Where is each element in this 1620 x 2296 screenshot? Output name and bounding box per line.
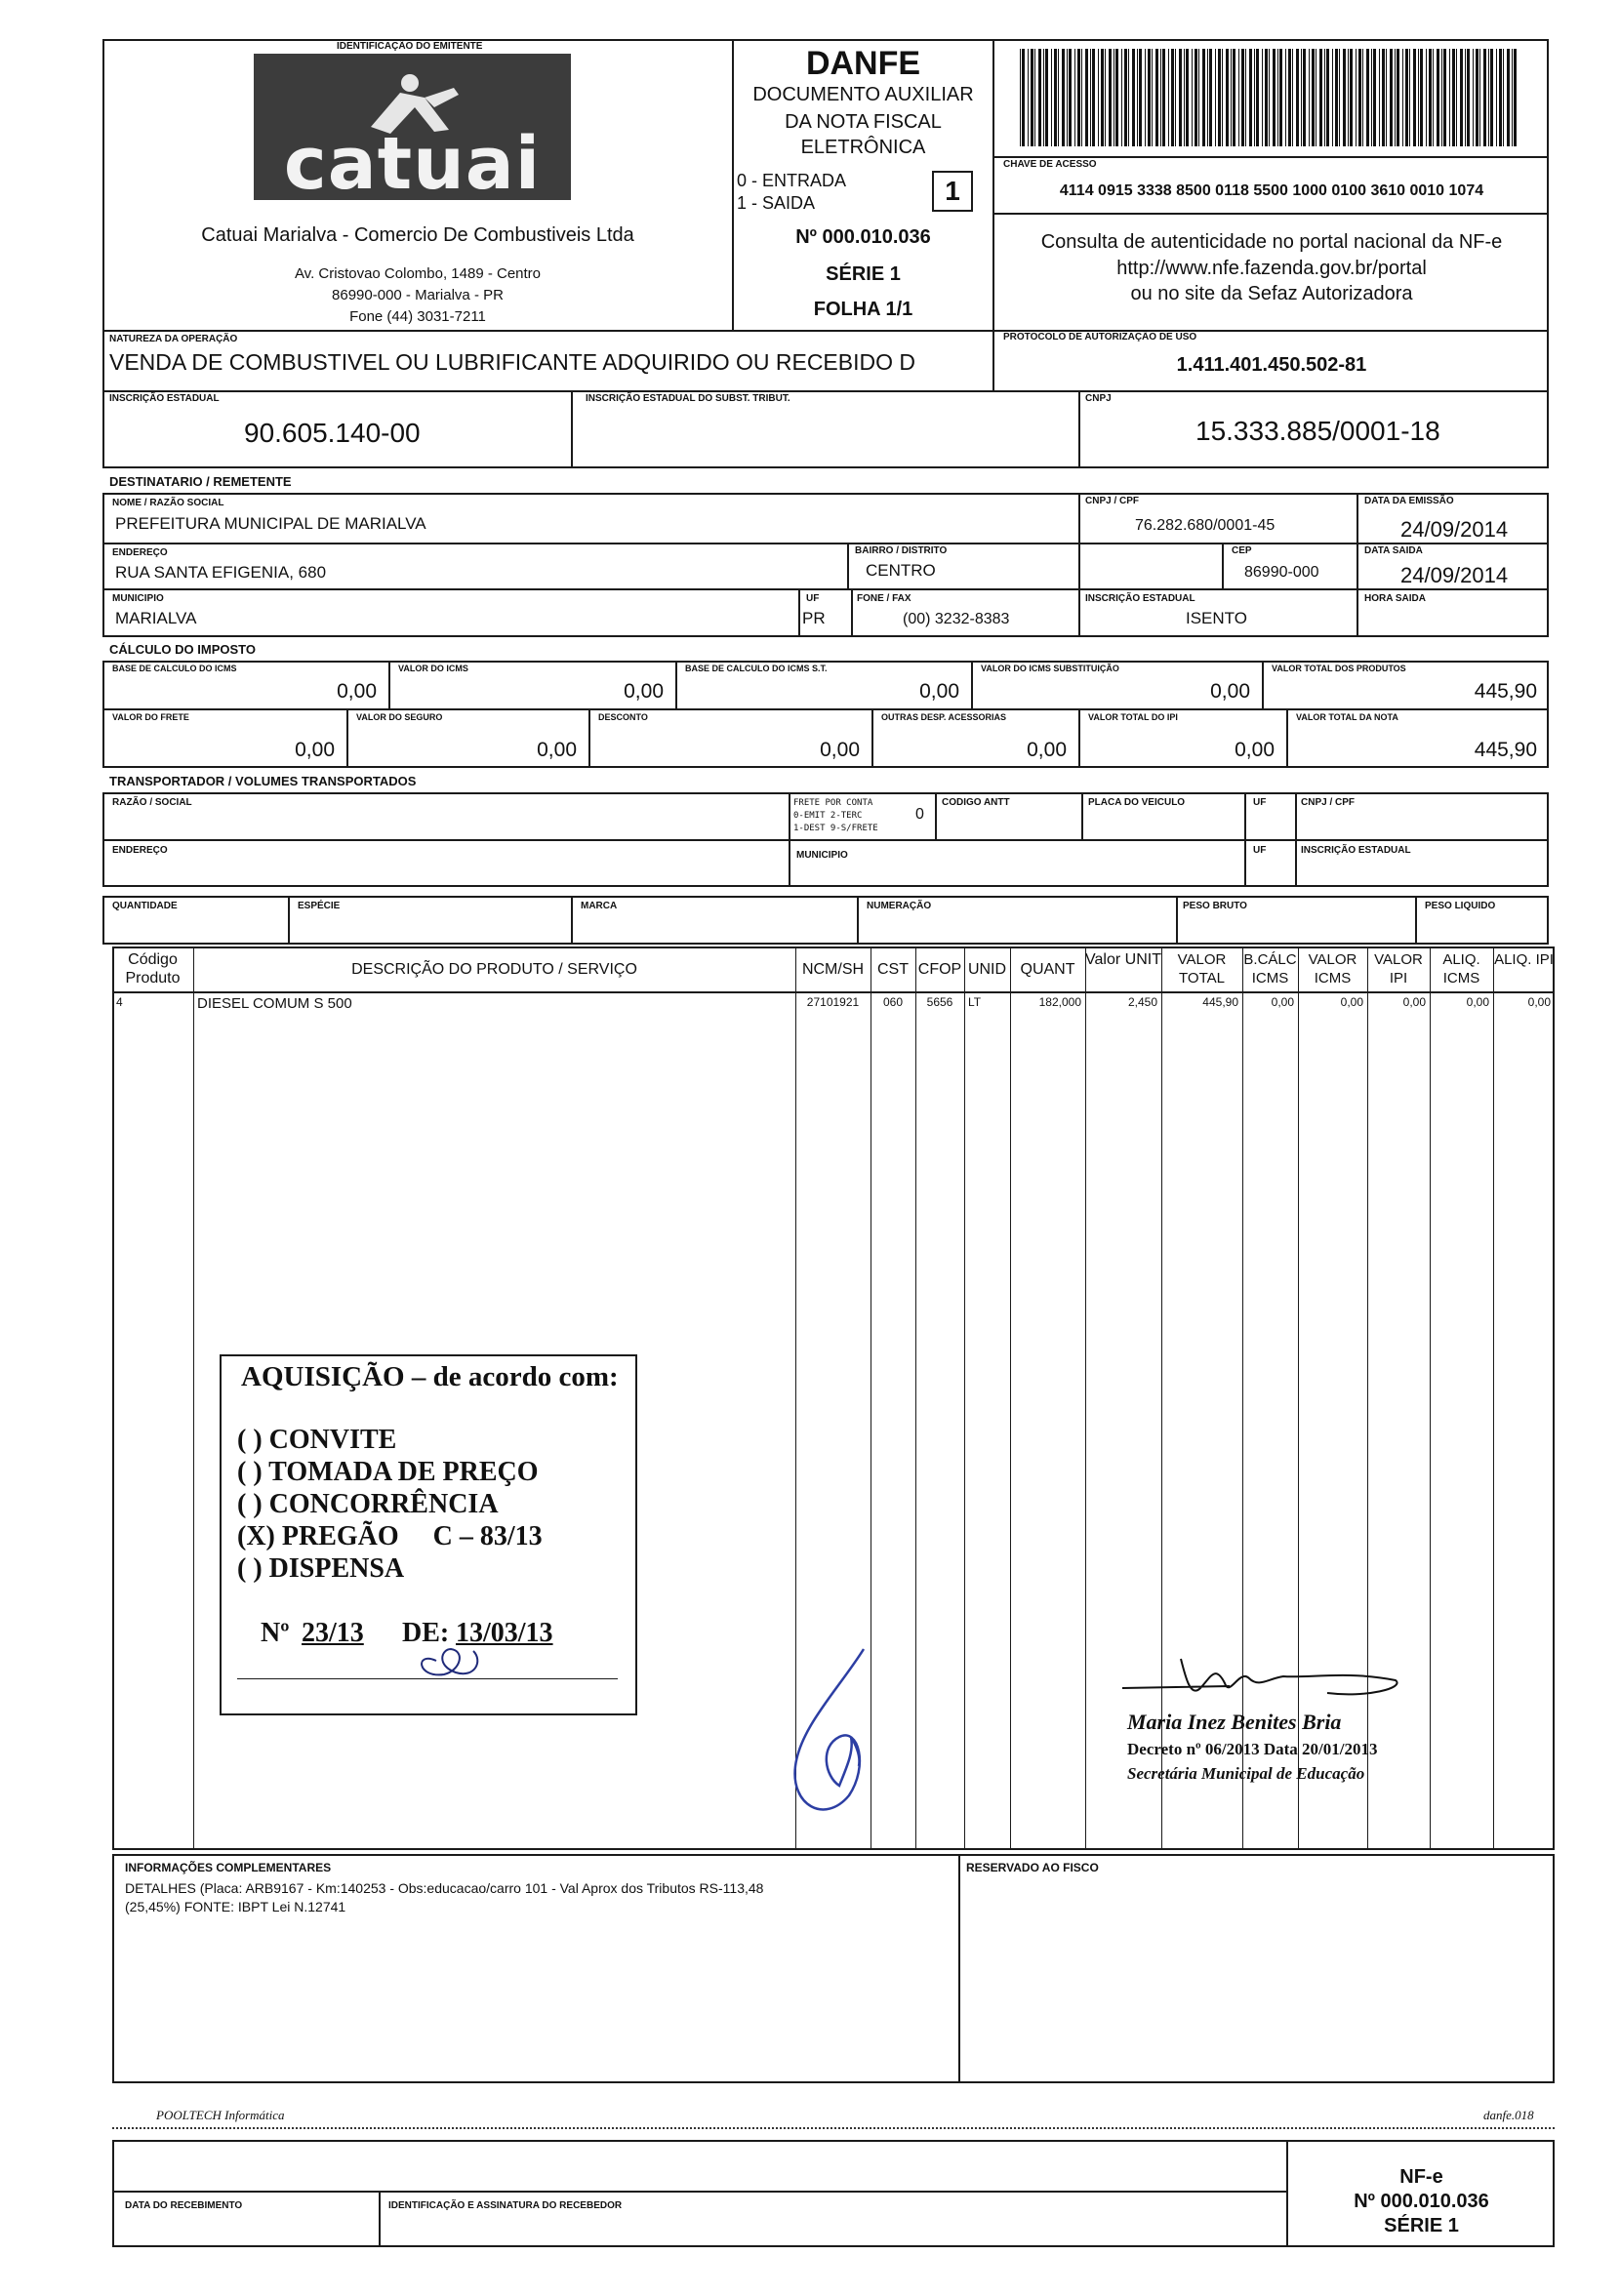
danfe-subtitle-3: ELETRÔNICA: [800, 137, 926, 158]
canhoto-data-label: DATA DO RECEBIMENTO: [125, 2200, 243, 2211]
dest-fone: (00) 3232-8383: [903, 611, 1010, 627]
dest-municipio-label: MUNICIPIO: [112, 593, 164, 604]
vol-numeracao-label: NUMERAÇÃO: [867, 901, 932, 911]
transp-uf-label: UF: [1253, 797, 1267, 808]
row2-label-5: VALOR TOTAL DA NOTA: [1296, 712, 1398, 722]
transp-placa-label: PLACA DO VEICULO: [1088, 797, 1186, 808]
danfe-serie: SÉRIE 1: [826, 263, 901, 285]
row2-value-2: 0,00: [820, 739, 860, 761]
footer-left: POOLTECH Informática: [156, 2108, 285, 2122]
emitente-name: Catuai Marialva - Comercio De Combustiveis Ltda: [201, 224, 634, 246]
imposto-section: CÁLCULO DO IMPOSTO: [109, 642, 256, 657]
row1-value-2: 0,00: [919, 680, 959, 703]
dest-bairro: CENTRO: [866, 561, 936, 580]
dest-saida: 24/09/2014: [1400, 563, 1509, 587]
canhoto-serie: SÉRIE 1: [1384, 2215, 1459, 2236]
protocolo-label: PROTOCOLO DE AUTORIZAÇÃO DE USO: [1003, 332, 1197, 342]
chave-label: CHAVE DE ACESSO: [1003, 159, 1097, 170]
ie-value: 90.605.140-00: [244, 418, 421, 448]
danfe-title: DANFE: [805, 45, 921, 82]
natureza-label: NATUREZA DA OPERAÇÃO: [109, 334, 238, 344]
cnpj-label: CNPJ: [1085, 393, 1112, 404]
row2-label-2: DESCONTO: [598, 712, 648, 722]
emitente-address2: 86990-000 - Marialva - PR: [332, 287, 504, 303]
stamp-de: 13/03/13: [456, 1618, 553, 1648]
transp-razao-label: RAZÃO / SOCIAL: [112, 797, 192, 808]
product-cell-8: 445,90: [1202, 995, 1238, 1009]
dest-nome-label: NOME / RAZÃO SOCIAL: [112, 498, 224, 508]
barcode: [1020, 49, 1522, 146]
ie-st-label: INSCRIÇÃO ESTADUAL DO SUBST. TRIBUT.: [586, 393, 790, 404]
product-cell-6: 182,000: [1038, 995, 1081, 1009]
dest-municipio: MARIALVA: [115, 609, 197, 627]
row2-value-1: 0,00: [537, 739, 577, 761]
danfe-subtitle-1: DOCUMENTO AUXILIAR: [752, 84, 974, 105]
row1-label-1: VALOR DO ICMS: [398, 664, 468, 673]
emitente-address1: Av. Cristovao Colombo, 1489 - Centro: [294, 265, 542, 282]
col-header-0: Código Produto: [125, 951, 181, 987]
col-header-13: ALIQ. IPI: [1494, 951, 1554, 968]
transp-endereco-label: ENDEREÇO: [112, 845, 168, 856]
footer-right: danfe.018: [1483, 2108, 1534, 2122]
col-header-4: CFOP: [917, 961, 962, 978]
stamp-num-prefix: Nº: [261, 1618, 290, 1648]
col-header-9: B.CÁLC ICMS: [1243, 951, 1297, 987]
dest-cnpj-label: CNPJ / CPF: [1085, 496, 1140, 506]
product-cell-13: 0,00: [1527, 995, 1551, 1009]
row1-label-0: BASE DE CALCULO DO ICMS: [112, 664, 237, 673]
dest-hora-label: HORA SAIDA: [1364, 593, 1426, 604]
col-header-10: VALOR ICMS: [1308, 951, 1357, 987]
chave-value: 4114 0915 3338 8500 0118 5500 1000 0100 3610 0010 1074: [1059, 182, 1484, 199]
col-header-2: NCM/SH: [801, 961, 865, 978]
transportador-section: TRANSPORTADOR / VOLUMES TRANSPORTADOS: [109, 774, 417, 788]
product-cell-1: DIESEL COMUM S 500: [197, 995, 352, 1012]
signature-name: Maria Inez Benites Bria: [1127, 1710, 1342, 1734]
row1-label-2: BASE DE CALCULO DO ICMS S.T.: [685, 664, 828, 673]
stamp-pregao: (X) PREGÃO C – 83/13: [237, 1521, 543, 1551]
row2-label-1: VALOR DO SEGURO: [356, 712, 443, 722]
row1-label-4: VALOR TOTAL DOS PRODUTOS: [1272, 664, 1406, 673]
dest-cnpj: 76.282.680/0001-45: [1135, 517, 1276, 534]
stamp-tomada: ( ) TOMADA DE PREÇO: [237, 1457, 539, 1487]
product-cell-9: 0,00: [1271, 995, 1294, 1009]
stamp-title: AQUISIÇÃO – de acordo com:: [241, 1361, 619, 1392]
dest-emissao-label: DATA DA EMISSÃO: [1364, 496, 1454, 506]
info-label: INFORMAÇÕES COMPLEMENTARES: [125, 1861, 332, 1874]
row1-value-4: 445,90: [1474, 680, 1537, 703]
ie-label: INSCRIÇÃO ESTADUAL: [109, 393, 220, 404]
logo-text: catuai: [283, 122, 542, 200]
dest-uf-label: UF: [806, 593, 820, 604]
fisco-label: RESERVADO AO FISCO: [966, 1861, 1099, 1874]
dest-fone-label: FONE / FAX: [857, 593, 911, 604]
stamp-de-prefix: DE:: [402, 1618, 450, 1648]
consulta-line1: Consulta de autenticidade no portal nacional da NF-e: [1040, 231, 1503, 253]
protocolo-value: 1.411.401.450.502-81: [1176, 354, 1367, 376]
danfe-folha: FOLHA 1/1: [813, 299, 913, 320]
transp-frete-value: 0: [915, 806, 924, 823]
transp-cnpj-label: CNPJ / CPF: [1301, 797, 1356, 808]
product-cell-11: 0,00: [1402, 995, 1426, 1009]
product-cell-3: 060: [882, 995, 904, 1009]
product-cell-7: 2,450: [1127, 995, 1157, 1009]
dest-cep-label: CEP: [1232, 545, 1252, 556]
info-line2: (25,45%) FONTE: IBPT Lei N.12741: [125, 1899, 346, 1914]
transp-frete-line3: 1-DEST 9-S/FRETE: [793, 824, 878, 833]
product-cell-12: 0,00: [1466, 995, 1489, 1009]
col-header-6: QUANT: [1020, 961, 1075, 978]
natureza-value: VENDA DE COMBUSTIVEL OU LUBRIFICANTE ADQUIRIDO OU RECEBIDO D: [109, 349, 916, 375]
destinatario-section: DESTINATARIO / REMETENTE: [109, 474, 292, 489]
danfe-entrada: 0 - ENTRADA: [737, 171, 847, 190]
consulta-line3: ou no site da Sefaz Autorizadora: [1130, 283, 1413, 304]
row1-value-0: 0,00: [337, 680, 377, 703]
cut-line: [112, 2127, 1555, 2129]
transp-antt-label: CODIGO ANTT: [942, 797, 1010, 808]
row2-value-5: 445,90: [1474, 739, 1537, 761]
stamp-initials-icon: [407, 1631, 495, 1685]
danfe-tipo-box: [932, 171, 973, 212]
row2-value-4: 0,00: [1235, 739, 1275, 761]
col-header-12: ALIQ. ICMS: [1442, 951, 1480, 987]
danfe-tipo: 1: [945, 176, 960, 206]
transp-frete-line2: 0-EMIT 2-TERC: [793, 811, 863, 821]
vol-quantidade-label: QUANTIDADE: [112, 901, 178, 911]
row2-value-3: 0,00: [1027, 739, 1067, 761]
vol-peso-bruto-label: PESO BRUTO: [1183, 901, 1247, 911]
canhoto-numero: Nº 000.010.036: [1354, 2191, 1489, 2212]
signature-scribble-icon: [1113, 1649, 1425, 1717]
dest-ie-label: INSCRIÇÃO ESTADUAL: [1085, 593, 1195, 604]
signature-line3: Secretária Municipal de Educação: [1127, 1764, 1365, 1783]
catuai-logo: [254, 54, 571, 200]
cnpj-value: 15.333.885/0001-18: [1195, 416, 1440, 446]
vol-marca-label: MARCA: [581, 901, 618, 911]
stamp-convite: ( ) CONVITE: [237, 1425, 397, 1455]
col-header-8: VALOR TOTAL: [1177, 951, 1227, 987]
canhoto-nfe: NF-e: [1399, 2166, 1443, 2188]
danfe-saida: 1 - SAIDA: [737, 193, 816, 213]
dest-nome: PREFEITURA MUNICIPAL DE MARIALVA: [115, 514, 426, 533]
canhoto-ident-label: IDENTIFICAÇÃO E ASSINATURA DO RECEBEDOR: [388, 2200, 623, 2211]
col-header-1: DESCRIÇÃO DO PRODUTO / SERVIÇO: [351, 961, 637, 978]
dest-bairro-label: BAIRRO / DISTRITO: [855, 545, 948, 556]
col-header-11: VALOR IPI: [1374, 951, 1423, 987]
dest-ie: ISENTO: [1186, 609, 1247, 627]
product-cell-0: 4: [116, 995, 123, 1009]
dest-endereco-label: ENDEREÇO: [112, 547, 168, 558]
transp-frete-line1: FRETE POR CONTA: [793, 798, 873, 808]
dest-emissao: 24/09/2014: [1400, 517, 1509, 542]
signature-line2: Decreto nº 06/2013 Data 20/01/2013: [1127, 1740, 1378, 1758]
row2-label-0: VALOR DO FRETE: [112, 712, 189, 722]
transp-uf2-label: UF: [1253, 845, 1267, 856]
stamp-dispensa: ( ) DISPENSA: [237, 1553, 405, 1584]
row2-value-0: 0,00: [295, 739, 335, 761]
handwritten-signature-icon: [781, 1639, 888, 1834]
emitente-phone: Fone (44) 3031-7211: [349, 308, 486, 325]
row1-value-1: 0,00: [624, 680, 664, 703]
col-header-3: CST: [877, 961, 909, 978]
vol-peso-liquido-label: PESO LIQUIDO: [1425, 901, 1496, 911]
row2-label-3: OUTRAS DESP. ACESSORIAS: [881, 712, 1007, 722]
col-header-7: Valor UNIT: [1085, 951, 1161, 968]
emitente-section-label: IDENTIFICAÇÃO DO EMITENTE: [337, 41, 483, 52]
product-cell-2: 27101921: [806, 995, 860, 1009]
vol-especie-label: ESPÉCIE: [298, 901, 341, 911]
transp-ie-label: INSCRIÇÃO ESTADUAL: [1301, 845, 1411, 856]
row1-label-3: VALOR DO ICMS SUBSTITUIÇÃO: [981, 664, 1119, 673]
info-line1: DETALHES (Placa: ARB9167 - Km:140253 - Obs:educacao/carro 101 - Val Aprox dos Tributos RS-113,48: [125, 1880, 764, 1896]
stamp-concorrencia: ( ) CONCORRÊNCIA: [237, 1489, 499, 1519]
row2-label-4: VALOR TOTAL DO IPI: [1088, 712, 1178, 722]
col-header-5: UNID: [967, 961, 1007, 978]
consulta-line2: http://www.nfe.fazenda.gov.br/portal: [1116, 258, 1427, 279]
danfe-subtitle-2: DA NOTA FISCAL: [785, 111, 942, 133]
dest-cep: 86990-000: [1244, 564, 1319, 581]
danfe-numero: Nº 000.010.036: [795, 226, 931, 248]
transp-municipio-label: MUNICIPIO: [796, 850, 848, 861]
dest-uf: PR: [802, 609, 826, 627]
acquisition-stamp: [220, 1354, 637, 1715]
dest-endereco: RUA SANTA EFIGENIA, 680: [115, 563, 327, 582]
row1-value-3: 0,00: [1210, 680, 1250, 703]
stamp-num: 23/13: [302, 1618, 364, 1648]
product-cell-10: 0,00: [1340, 995, 1363, 1009]
dest-saida-label: DATA SAIDA: [1364, 545, 1423, 556]
product-cell-4: 5656: [926, 995, 953, 1009]
product-cell-5: LT: [968, 995, 982, 1009]
